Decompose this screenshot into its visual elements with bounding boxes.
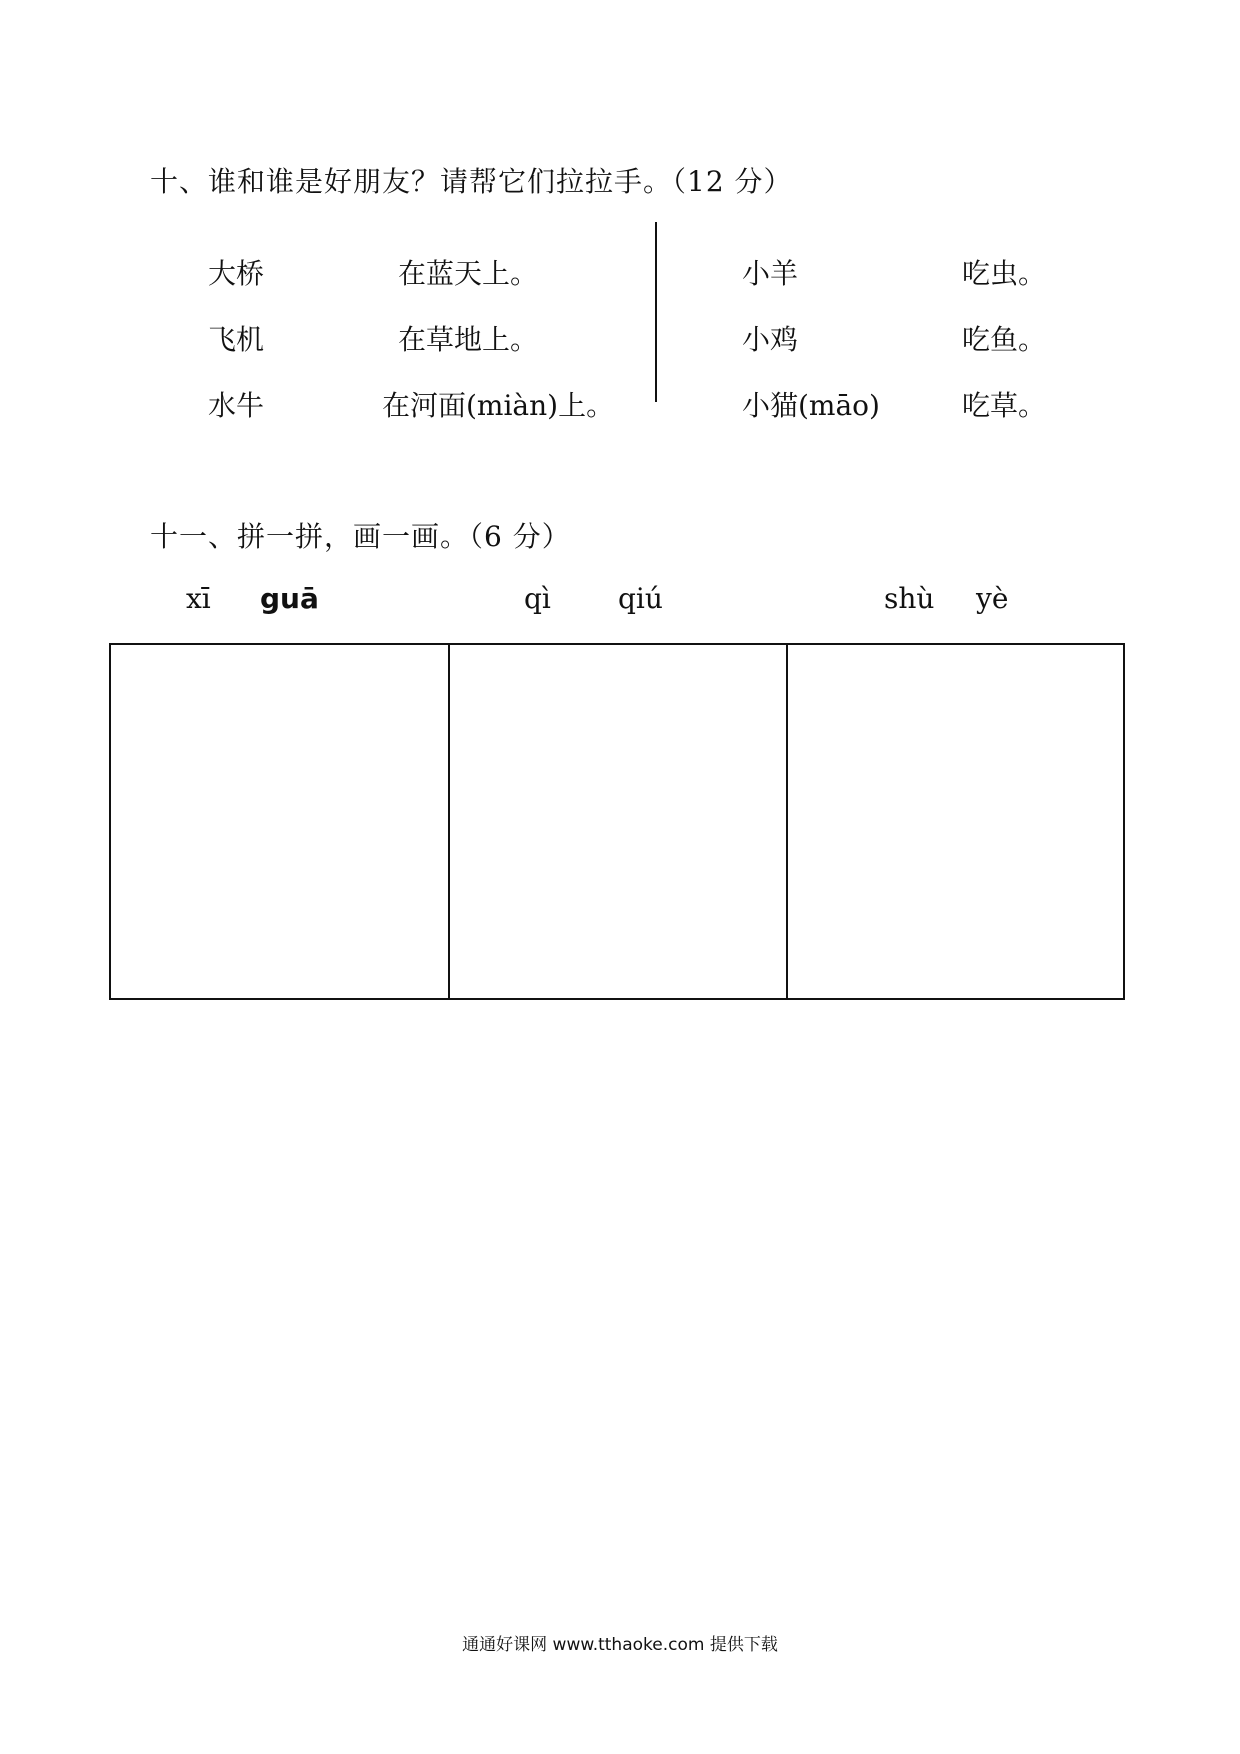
match-subject: 飞机 bbox=[208, 323, 265, 356]
pinyin-syllable: qiú bbox=[618, 582, 663, 615]
match-predicate: 在蓝天上。 bbox=[398, 257, 539, 290]
pinyin-syllable bbox=[260, 582, 319, 615]
match-subject: 水牛 bbox=[208, 389, 265, 422]
group-divider bbox=[655, 222, 657, 402]
pinyin-syllable-bold: guā bbox=[260, 582, 319, 615]
match-predicate: 吃鱼。 bbox=[962, 323, 1047, 356]
pinyin-syllable: yè bbox=[976, 582, 1009, 615]
pinyin-syllable: qì bbox=[524, 582, 551, 615]
match-subject: 大桥 bbox=[208, 257, 265, 290]
match-predicate: 吃虫。 bbox=[962, 257, 1047, 290]
question-11-title: 十一、拼一拼，画一画。（6 分） bbox=[150, 520, 571, 553]
drawing-box[interactable] bbox=[786, 643, 1125, 1000]
match-subject: 小猫(māo) bbox=[742, 389, 880, 422]
match-predicate: 在河面(miàn)上。 bbox=[382, 389, 615, 422]
pinyin-syllable: xī bbox=[186, 582, 211, 615]
match-predicate: 在草地上。 bbox=[398, 323, 539, 356]
question-10-title: 十、谁和谁是好朋友？请帮它们拉拉手。（12 分） bbox=[150, 165, 793, 198]
pinyin-syllable: shù bbox=[884, 582, 935, 615]
match-subject: 小羊 bbox=[742, 257, 799, 290]
match-predicate: 吃草。 bbox=[962, 389, 1047, 422]
drawing-box[interactable] bbox=[109, 643, 450, 1000]
match-subject: 小鸡 bbox=[742, 323, 799, 356]
footer-credit: 通通好课网 www.tthaoke.com 提供下载 bbox=[462, 1635, 778, 1655]
drawing-box[interactable] bbox=[448, 643, 788, 1000]
